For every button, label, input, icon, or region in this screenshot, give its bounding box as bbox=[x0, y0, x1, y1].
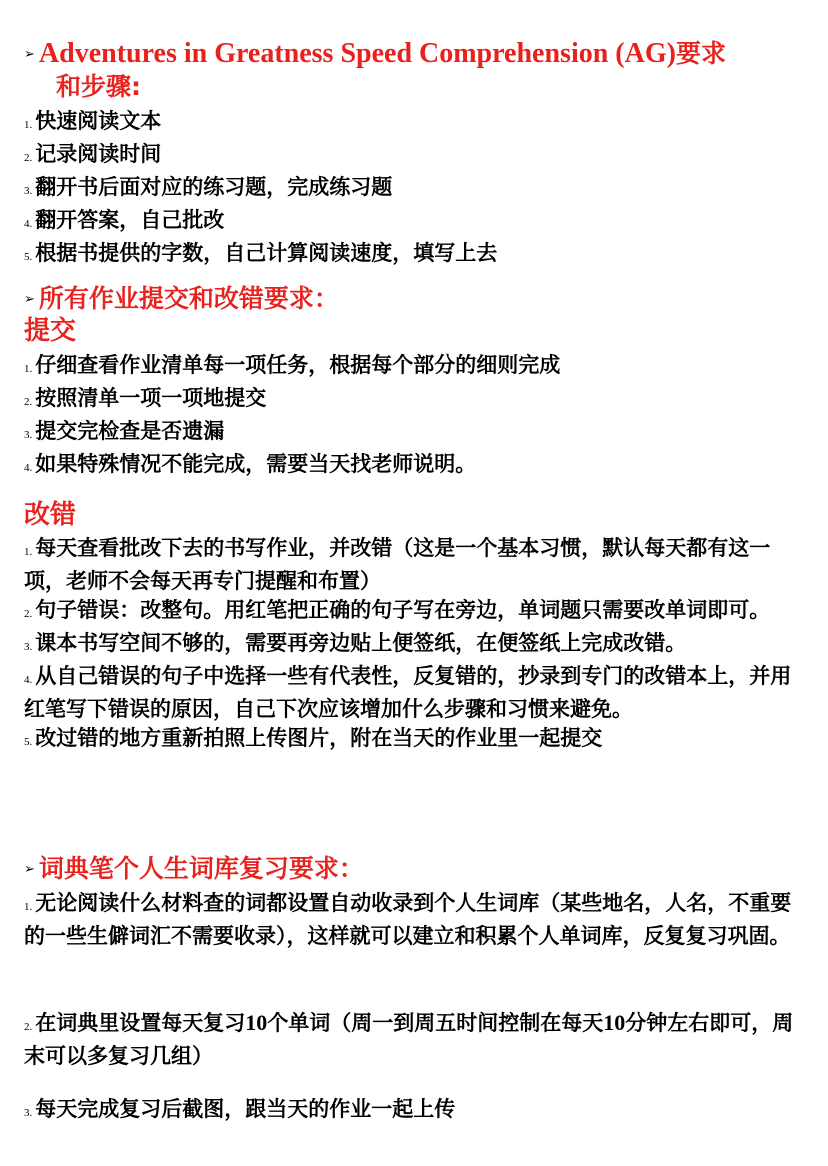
dict-item-1: 1. 无论阅读什么材料查的词都设置自动收录到个人生词库（某些地名，人名，不重要的一些生僻词汇不需要收录），这样就可以建立和积累个人单词库，反复复习巩固。 bbox=[24, 891, 792, 948]
list-item: 2. 按照清单一项一项地提交 bbox=[24, 386, 267, 410]
list-item: 3. 提交完检查是否遗漏 bbox=[24, 419, 225, 443]
correct-title: 改错 bbox=[24, 500, 77, 530]
homework-heading: ➢ 所有作业提交和改错要求： bbox=[24, 284, 339, 313]
ag-heading-en: Adventures in Greatness Speed Comprehension (AG) bbox=[38, 38, 676, 69]
list-item: 5. 根据书提供的字数，自己计算阅读速度，填写上去 bbox=[24, 241, 498, 265]
list-item: 4. 从自己错误的句子中选择一些有代表性，反复错的，抄录到专门的改错本上，并用红笔写下错误的原因，自己下次应该增加什么步骤和习惯来避免。 bbox=[24, 664, 792, 721]
dict-item-3: 3. 每天完成复习后截图，跟当天的作业一起上传 bbox=[24, 1097, 456, 1121]
ag-heading-cn2: 和步骤: bbox=[56, 72, 141, 101]
list-item: 1. 每天查看批改下去的书写作业，并改错（这是一个基本习惯，默认每天都有这一项，老师不会每天再专门提醒和布置） bbox=[24, 536, 771, 593]
list-item: 3. 课本书写空间不够的，需要再旁边贴上便签纸，在便签纸上完成改错。 bbox=[24, 631, 687, 655]
submit-title: 提交 bbox=[24, 316, 77, 346]
list-item: 3. 翻开书后面对应的练习题，完成练习题 bbox=[24, 175, 393, 199]
correct-list bbox=[24, 534, 796, 757]
ag-steps-list bbox=[24, 107, 794, 272]
list-item: 2. 句子错误：改整句。用红笔把正确的句子写在旁边，单词题只需要改单词即可。 bbox=[24, 598, 771, 622]
submit-list bbox=[24, 351, 794, 483]
list-item: 4. 翻开答案，自己批改 bbox=[24, 208, 225, 232]
dict-item-2: 2. 在词典里设置每天复习10个单词（周一到周五时间控制在每天10分钟左右即可，周末可以多复习几组） bbox=[24, 1010, 794, 1068]
arrow-bullet-icon: ➢ bbox=[24, 47, 35, 62]
ag-heading-cn: 要求 bbox=[675, 39, 726, 68]
arrow-bullet-icon: ➢ bbox=[24, 862, 35, 877]
list-item: 5. 改过错的地方重新拍照上传图片，附在当天的作业里一起提交 bbox=[24, 726, 603, 750]
list-item: 4. 如果特殊情况不能完成，需要当天找老师说明。 bbox=[24, 452, 477, 476]
list-item: 2. 记录阅读时间 bbox=[24, 142, 162, 166]
list-item: 1. 快速阅读文本 bbox=[24, 109, 162, 133]
arrow-bullet-icon: ➢ bbox=[24, 292, 35, 307]
list-item: 1. 仔细查看作业清单每一项任务，根据每个部分的细则完成 bbox=[24, 353, 561, 377]
ag-heading bbox=[24, 38, 794, 103]
dict-heading: ➢ 词典笔个人生词库复习要求： bbox=[24, 854, 364, 883]
